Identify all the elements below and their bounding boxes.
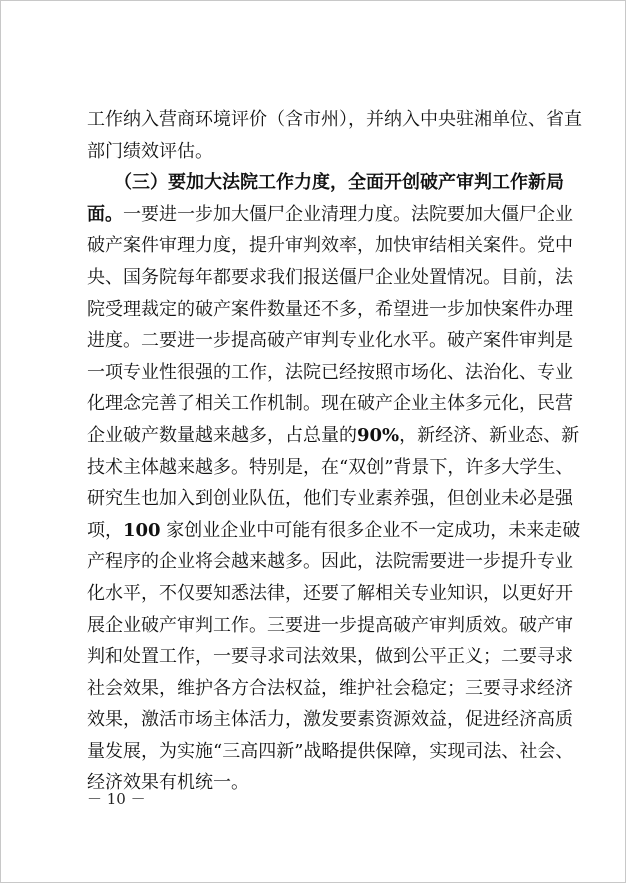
text-line: [87, 610, 573, 642]
text-segment: 院受理裁定的破产案件数量还不多，希望进一步加快案件办理: [87, 298, 573, 320]
text-line: [87, 704, 573, 736]
body-text: [87, 104, 582, 799]
text-segment: 判和处置工作，一要寻求司法效果，做到公平正义；二要寻求: [87, 646, 573, 668]
text-segment: 产程序的企业将会越来越多。因此，法院需要进一步提升专业: [87, 551, 573, 573]
text-line: [87, 420, 580, 452]
text-segment: 面。: [87, 203, 123, 225]
text-line: [87, 325, 573, 357]
text-line: [87, 136, 547, 168]
text-segment: 一项专业性很强的工作，法院已经按照市场化、法治化、专业: [87, 361, 573, 383]
text-line: [87, 167, 564, 199]
text-line: [87, 388, 573, 420]
text-line: [87, 673, 573, 705]
text-line: [87, 357, 573, 389]
text-line: [87, 578, 573, 610]
text-line: [87, 104, 582, 136]
text-line: [87, 767, 547, 799]
text-segment: 研究生也加入到创业队伍，他们专业素养强，但创业未必是强: [87, 488, 573, 510]
text-line: [87, 452, 574, 484]
page-number: － 10 －: [87, 790, 146, 808]
text-segment: 部门绩效评估。: [87, 140, 213, 162]
text-line: [87, 736, 574, 768]
text-segment: 展企业破产审判工作。三要进一步提高破产审判质效。破产审: [87, 614, 573, 636]
text-segment: （三）要加大法院工作力度，全面开创破产审判工作新局: [87, 172, 564, 194]
text-line: [87, 262, 573, 294]
text-segment: 进度。二要进一步提高破产审判专业化水平。破产案件审判是: [87, 330, 573, 352]
text-line: [87, 230, 573, 262]
text-segment: 破产案件审理力度，提升审判效率，加快审结相关案件。党中: [87, 235, 573, 257]
text-line: [87, 546, 573, 578]
text-segment: 90%: [357, 424, 400, 446]
text-segment: 量发展，为实施“三高四新”战略提供保障，实现司法、社会、: [87, 740, 574, 762]
text-segment: 100: [123, 519, 161, 541]
text-segment: 化水平，不仅要知悉法律，还要了解相关专业知识，以更好开: [87, 582, 573, 604]
text-line: [87, 483, 573, 515]
text-segment: 央、国务院每年都要求我们报送僵尸企业处置情况。目前，法: [87, 266, 573, 288]
text-segment: 效果，激活市场主体活力，激发要素资源效益，促进经济高质: [87, 709, 573, 731]
text-segment: 经济效果有机统一。: [87, 772, 249, 794]
text-segment: 企业破产数量越来越多，占总量的: [87, 424, 357, 446]
text-line: [87, 515, 581, 547]
text-segment: 项，: [87, 519, 123, 541]
text-line: [87, 294, 573, 326]
text-segment: 社会效果，维护各方合法权益，维护社会稳定；三要寻求经济: [87, 677, 573, 699]
text-line: [87, 199, 573, 231]
text-segment: 工作纳入营商环境评价（含市州），并纳入中央驻湘单位、省直: [87, 109, 582, 130]
text-segment: 一要进一步加大僵尸企业清理力度。法院要加大僵尸企业: [123, 203, 573, 225]
text-segment: 家创业企业中可能有很多企业不一定成功，未来走破: [160, 519, 581, 541]
text-segment: 化理念完善了相关工作机制。现在破产企业主体多元化，民营: [87, 393, 573, 415]
text-line: [87, 641, 573, 673]
text-segment: 技术主体越来越多。特别是，在“双创”背景下，许多大学生、: [87, 456, 574, 478]
text-segment: ，新经济、新业态、新: [399, 424, 580, 446]
